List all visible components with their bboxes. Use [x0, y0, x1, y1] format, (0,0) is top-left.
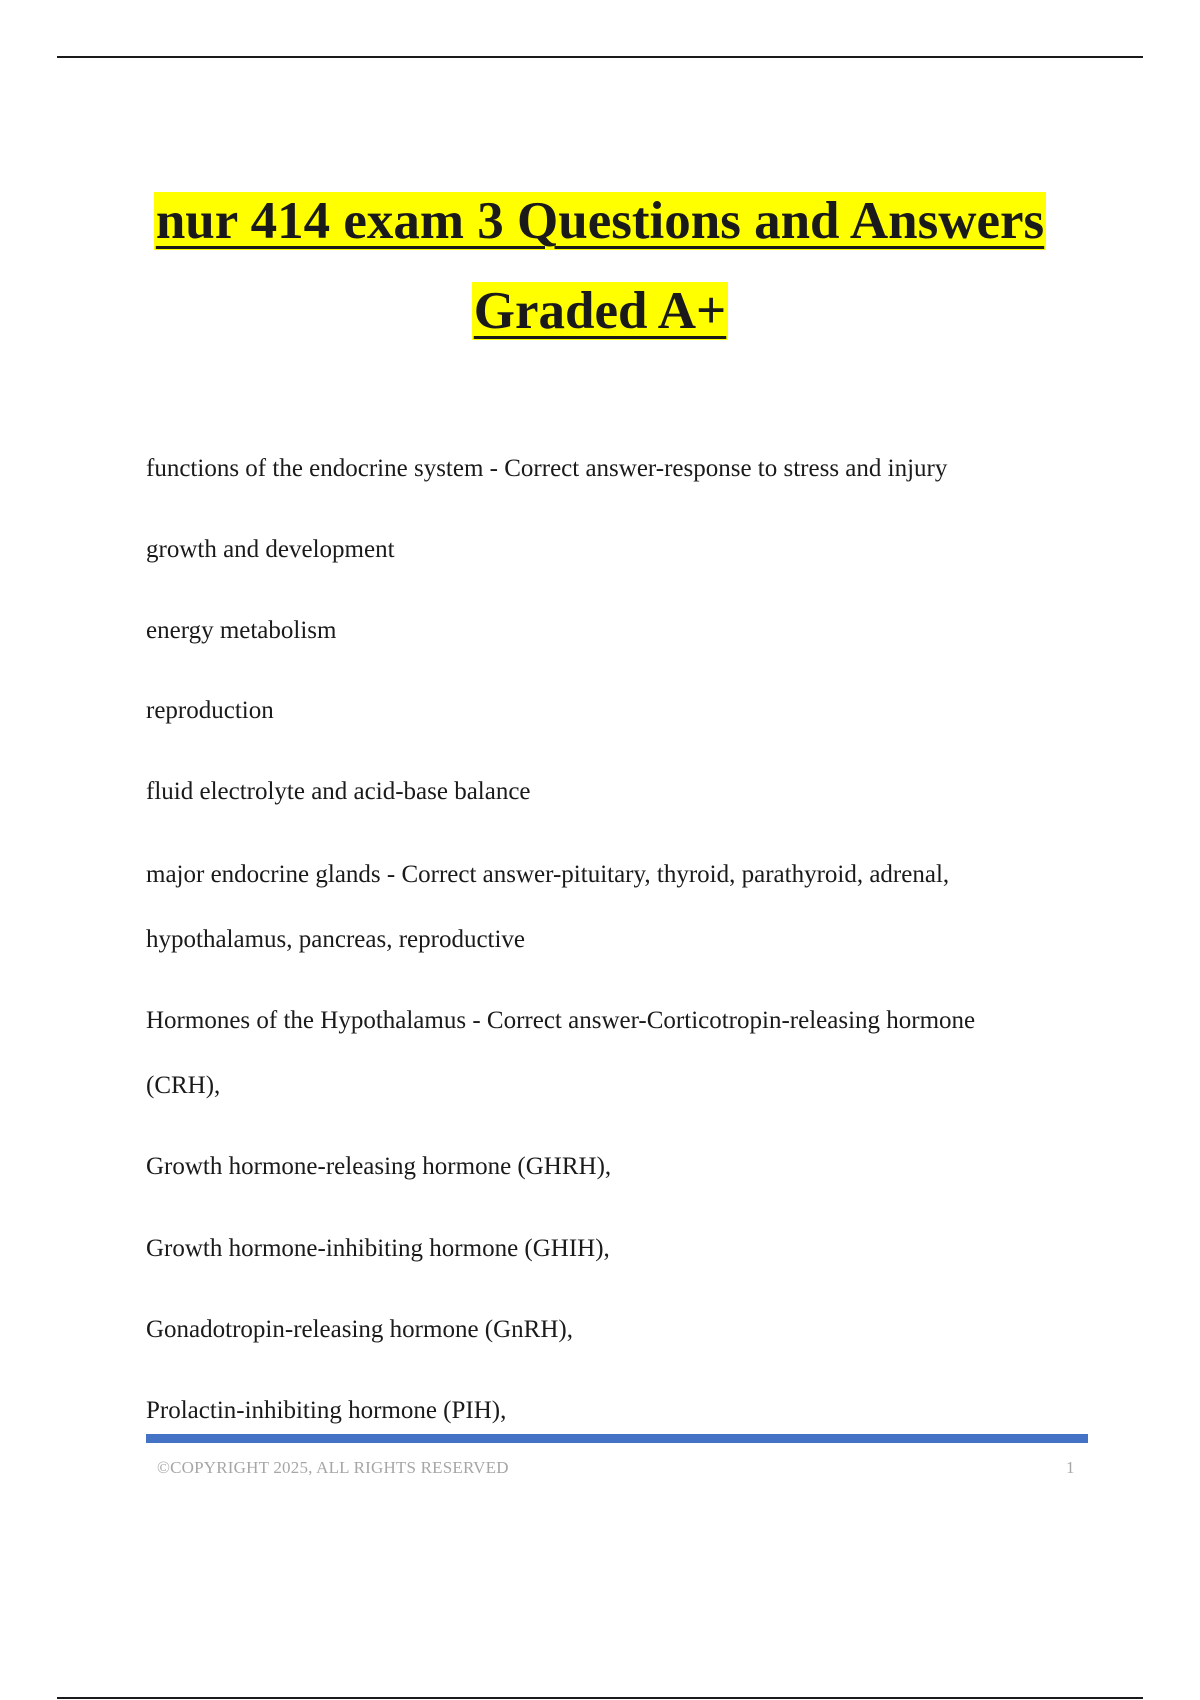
qa-line: (CRH),: [146, 1072, 221, 1099]
title-text-2: Graded A+: [473, 282, 727, 340]
title-line-1: [0, 176, 1200, 266]
document-title: [0, 176, 1200, 356]
qa-line: Hormones of the Hypothalamus - Correct answer-Corticotropin-releasing hormone: [146, 1007, 976, 1034]
page-number: 1: [1066, 1458, 1075, 1477]
footer-bar: [146, 1434, 1088, 1443]
title-text-1: nur 414 exam 3 Questions and Answers: [155, 192, 1045, 250]
qa-line: energy metabolism: [146, 617, 337, 644]
bottom-rule: [57, 1697, 1143, 1699]
qa-line: functions of the endocrine system - Correct answer-response to stress and injury: [146, 455, 948, 482]
qa-line: Growth hormone-releasing hormone (GHRH),: [146, 1153, 612, 1180]
top-rule: [57, 56, 1143, 58]
title-line-2: [0, 266, 1200, 356]
qa-line: reproduction: [146, 697, 274, 724]
qa-line: Prolactin-inhibiting hormone (PIH),: [146, 1397, 507, 1424]
qa-line: Gonadotropin-releasing hormone (GnRH),: [146, 1316, 573, 1343]
qa-line: fluid electrolyte and acid-base balance: [146, 778, 531, 805]
qa-line: growth and development: [146, 536, 395, 563]
qa-line: Growth hormone-inhibiting hormone (GHIH),: [146, 1235, 610, 1262]
qa-line: major endocrine glands - Correct answer-pituitary, thyroid, parathyroid, adrenal,: [146, 861, 950, 888]
qa-line: hypothalamus, pancreas, reproductive: [146, 926, 526, 953]
copyright-text: ©COPYRIGHT 2025, ALL RIGHTS RESERVED: [157, 1458, 509, 1477]
